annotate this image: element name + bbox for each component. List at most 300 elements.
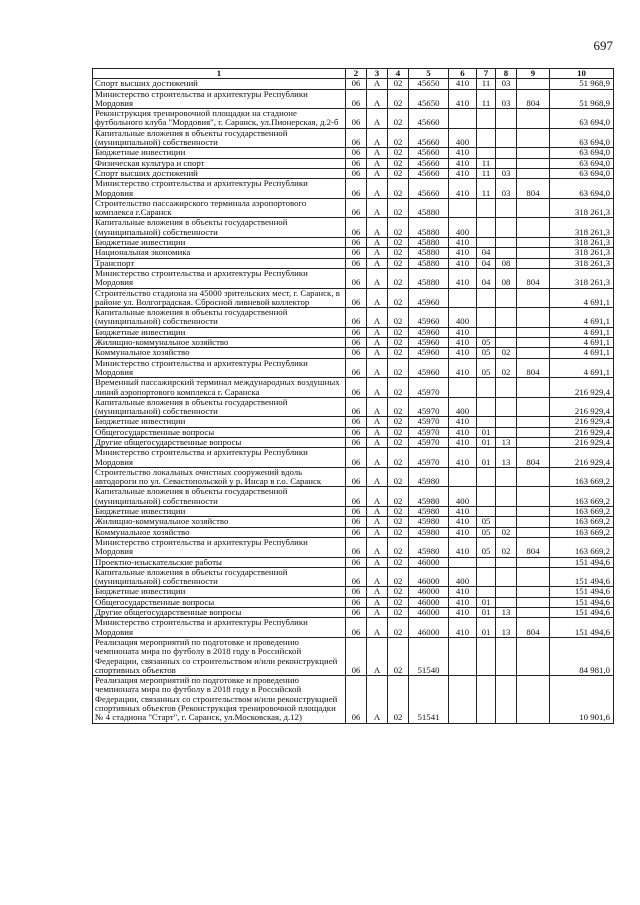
table-row: [93, 358, 614, 378]
code-cell: 01: [477, 427, 496, 437]
code-cell: 45960: [409, 288, 449, 308]
table-row: [93, 258, 614, 268]
code-cell: 410: [449, 327, 477, 337]
row-name: Реализация мероприятий по подготовке и проведению чемпионата мира по футболу в 2018 году в Российской Федерации, связанных со строительством и/или реконструкцией спортивных объектов (Реконструкция тренировочной площадки № 4 стадиона "Старт", г. Саранск, ул.Московская, д.12): [93, 676, 346, 723]
code-cell: 06: [346, 238, 367, 248]
amount-cell: 318 261,3: [550, 218, 614, 238]
code-cell: [496, 427, 517, 437]
table-row: [93, 148, 614, 158]
code-cell: 804: [517, 358, 550, 378]
code-cell: А: [367, 378, 388, 398]
code-cell: [477, 288, 496, 308]
code-cell: [517, 338, 550, 348]
code-cell: 45970: [409, 448, 449, 468]
row-name: Коммунальное хозяйство: [93, 348, 346, 358]
code-cell: 13: [496, 618, 517, 638]
code-cell: [496, 327, 517, 337]
code-cell: 06: [346, 378, 367, 398]
amount-cell: 163 669,2: [550, 507, 614, 517]
table-row: [93, 179, 614, 199]
code-cell: 410: [449, 158, 477, 168]
code-cell: [517, 417, 550, 427]
code-cell: А: [367, 308, 388, 328]
amount-cell: 163 669,2: [550, 467, 614, 487]
code-cell: [449, 676, 477, 723]
code-cell: [517, 467, 550, 487]
code-cell: [517, 637, 550, 675]
code-cell: 45880: [409, 268, 449, 288]
code-cell: [517, 597, 550, 607]
code-cell: 06: [346, 358, 367, 378]
header-cell: 7: [477, 69, 496, 79]
code-cell: 06: [346, 128, 367, 148]
header-cell: 1: [93, 69, 346, 79]
code-cell: 06: [346, 348, 367, 358]
amount-cell: 163 669,2: [550, 527, 614, 537]
code-cell: А: [367, 467, 388, 487]
code-cell: 45980: [409, 507, 449, 517]
header-cell: 9: [517, 69, 550, 79]
row-name: Физическая культура и спорт: [93, 158, 346, 168]
code-cell: [449, 288, 477, 308]
row-name: Общегосударственные вопросы: [93, 427, 346, 437]
code-cell: А: [367, 288, 388, 308]
row-name: Спорт высших достижений: [93, 79, 346, 89]
code-cell: А: [367, 179, 388, 199]
code-cell: [517, 79, 550, 89]
code-cell: 03: [496, 168, 517, 178]
code-cell: 01: [477, 608, 496, 618]
code-cell: 45660: [409, 148, 449, 158]
code-cell: 02: [388, 198, 409, 218]
code-cell: 02: [388, 637, 409, 675]
table-row: [93, 308, 614, 328]
amount-cell: 216 929,4: [550, 437, 614, 447]
row-name: Другие общегосударственные вопросы: [93, 437, 346, 447]
code-cell: 06: [346, 338, 367, 348]
amount-cell: 318 261,3: [550, 268, 614, 288]
code-cell: 06: [346, 618, 367, 638]
row-name: Общегосударственные вопросы: [93, 597, 346, 607]
code-cell: [496, 288, 517, 308]
code-cell: 400: [449, 128, 477, 148]
code-cell: 45650: [409, 89, 449, 109]
amount-cell: 4 691,1: [550, 338, 614, 348]
table-row: [93, 168, 614, 178]
code-cell: 05: [477, 537, 496, 557]
code-cell: А: [367, 417, 388, 427]
code-cell: [449, 198, 477, 218]
amount-cell: 151 494,6: [550, 587, 614, 597]
header-cell: 10: [550, 69, 614, 79]
code-cell: 02: [496, 537, 517, 557]
code-cell: [517, 198, 550, 218]
row-name: Коммунальное хозяйство: [93, 527, 346, 537]
code-cell: 46000: [409, 557, 449, 567]
code-cell: 02: [388, 89, 409, 109]
code-cell: 06: [346, 248, 367, 258]
code-cell: [477, 308, 496, 328]
code-cell: А: [367, 437, 388, 447]
code-cell: 06: [346, 179, 367, 199]
code-cell: 02: [388, 676, 409, 723]
code-cell: [517, 109, 550, 129]
amount-cell: 51 968,9: [550, 89, 614, 109]
code-cell: 01: [477, 618, 496, 638]
code-cell: 45960: [409, 338, 449, 348]
code-cell: 02: [388, 128, 409, 148]
row-name: Транспорт: [93, 258, 346, 268]
code-cell: [477, 128, 496, 148]
code-cell: 804: [517, 618, 550, 638]
code-cell: [496, 308, 517, 328]
code-cell: [496, 128, 517, 148]
code-cell: А: [367, 587, 388, 597]
table-row: [93, 517, 614, 527]
code-cell: [517, 248, 550, 258]
code-cell: А: [367, 618, 388, 638]
code-cell: [477, 487, 496, 507]
code-cell: [477, 467, 496, 487]
table-row: [93, 288, 614, 308]
code-cell: 04: [477, 248, 496, 258]
code-cell: 45960: [409, 308, 449, 328]
code-cell: 02: [388, 288, 409, 308]
code-cell: 06: [346, 507, 367, 517]
row-name: Министерство строительства и архитектуры Республики Мордовия: [93, 268, 346, 288]
code-cell: 45970: [409, 437, 449, 447]
code-cell: 06: [346, 527, 367, 537]
table-row: [93, 448, 614, 468]
code-cell: 04: [477, 268, 496, 288]
row-name: Бюджетные инвестиции: [93, 507, 346, 517]
code-cell: 400: [449, 397, 477, 417]
amount-cell: 318 261,3: [550, 238, 614, 248]
code-cell: [517, 258, 550, 268]
code-cell: 11: [477, 179, 496, 199]
code-cell: 06: [346, 608, 367, 618]
header-cell: 8: [496, 69, 517, 79]
code-cell: А: [367, 348, 388, 358]
code-cell: [517, 527, 550, 537]
code-cell: 400: [449, 308, 477, 328]
code-cell: [517, 327, 550, 337]
code-cell: 02: [388, 448, 409, 468]
code-cell: [477, 557, 496, 567]
amount-cell: 63 694,0: [550, 158, 614, 168]
code-cell: 02: [388, 397, 409, 417]
row-name: Проектно-изыскательские работы: [93, 557, 346, 567]
code-cell: 02: [388, 327, 409, 337]
code-cell: 02: [388, 248, 409, 258]
code-cell: 45880: [409, 198, 449, 218]
row-name: Жилищно-коммунальное хозяйство: [93, 338, 346, 348]
code-cell: [496, 198, 517, 218]
code-cell: 804: [517, 89, 550, 109]
code-cell: 45970: [409, 378, 449, 398]
table-row: [93, 327, 614, 337]
page-number: 697: [593, 38, 613, 53]
code-cell: [449, 557, 477, 567]
amount-cell: 4 691,1: [550, 348, 614, 358]
table-row: [93, 676, 614, 723]
code-cell: [517, 308, 550, 328]
code-cell: 03: [496, 79, 517, 89]
code-cell: 06: [346, 567, 367, 587]
code-cell: 02: [388, 268, 409, 288]
table-row: [93, 597, 614, 607]
code-cell: 06: [346, 198, 367, 218]
code-cell: [496, 397, 517, 417]
header-cell: 5: [409, 69, 449, 79]
code-cell: 05: [477, 348, 496, 358]
code-cell: 02: [388, 258, 409, 268]
code-cell: А: [367, 109, 388, 129]
code-cell: [477, 417, 496, 427]
amount-cell: 4 691,1: [550, 358, 614, 378]
code-cell: 45980: [409, 527, 449, 537]
code-cell: 02: [388, 517, 409, 527]
code-cell: 06: [346, 487, 367, 507]
code-cell: 02: [388, 557, 409, 567]
code-cell: 06: [346, 109, 367, 129]
code-cell: 410: [449, 417, 477, 427]
table-row: [93, 268, 614, 288]
code-cell: 410: [449, 537, 477, 557]
table-row: [93, 427, 614, 437]
code-cell: [496, 676, 517, 723]
code-cell: [477, 397, 496, 417]
table-row: [93, 109, 614, 129]
code-cell: 410: [449, 89, 477, 109]
header-cell: 4: [388, 69, 409, 79]
code-cell: 46000: [409, 567, 449, 587]
code-cell: 410: [449, 437, 477, 447]
code-cell: А: [367, 258, 388, 268]
code-cell: 804: [517, 537, 550, 557]
code-cell: А: [367, 248, 388, 258]
code-cell: 06: [346, 168, 367, 178]
code-cell: 05: [477, 358, 496, 378]
code-cell: 02: [388, 338, 409, 348]
amount-cell: 151 494,6: [550, 567, 614, 587]
code-cell: 02: [388, 597, 409, 607]
code-cell: А: [367, 168, 388, 178]
code-cell: А: [367, 537, 388, 557]
table-row: [93, 527, 614, 537]
code-cell: 02: [388, 238, 409, 248]
amount-cell: 63 694,0: [550, 109, 614, 129]
code-cell: 410: [449, 348, 477, 358]
table-row: [93, 587, 614, 597]
row-name: Министерство строительства и архитектуры Республики Мордовия: [93, 618, 346, 638]
code-cell: А: [367, 597, 388, 607]
code-cell: 06: [346, 467, 367, 487]
code-cell: 410: [449, 597, 477, 607]
code-cell: 13: [496, 437, 517, 447]
amount-cell: 163 669,2: [550, 487, 614, 507]
code-cell: [496, 218, 517, 238]
table-row: [93, 567, 614, 587]
code-cell: А: [367, 198, 388, 218]
code-cell: 03: [496, 179, 517, 199]
table-row: [93, 487, 614, 507]
code-cell: 45660: [409, 168, 449, 178]
row-name: Жилищно-коммунальное хозяйство: [93, 517, 346, 527]
code-cell: 410: [449, 148, 477, 158]
code-cell: 02: [388, 618, 409, 638]
row-name: Капитальные вложения в объекты государственной (муниципальной) собственности: [93, 487, 346, 507]
amount-cell: 63 694,0: [550, 128, 614, 148]
code-cell: 410: [449, 527, 477, 537]
row-name: Министерство строительства и архитектуры Республики Мордовия: [93, 358, 346, 378]
code-cell: 06: [346, 218, 367, 238]
row-name: Строительство пассажирского терминала аэропортового комплекса г.Саранск: [93, 198, 346, 218]
amount-cell: 4 691,1: [550, 308, 614, 328]
code-cell: 06: [346, 258, 367, 268]
code-cell: 11: [477, 89, 496, 109]
row-name: Министерство строительства и архитектуры Республики Мордовия: [93, 89, 346, 109]
row-name: Бюджетные инвестиции: [93, 327, 346, 337]
code-cell: 410: [449, 427, 477, 437]
table-row: [93, 557, 614, 567]
amount-cell: 318 261,3: [550, 258, 614, 268]
code-cell: 02: [388, 148, 409, 158]
code-cell: А: [367, 128, 388, 148]
code-cell: [477, 378, 496, 398]
code-cell: 11: [477, 158, 496, 168]
code-cell: 400: [449, 487, 477, 507]
code-cell: 08: [496, 268, 517, 288]
code-cell: 400: [449, 567, 477, 587]
row-name: Капитальные вложения в объекты государственной (муниципальной) собственности: [93, 218, 346, 238]
code-cell: 51541: [409, 676, 449, 723]
code-cell: 06: [346, 448, 367, 468]
code-cell: 46000: [409, 587, 449, 597]
table-row: [93, 198, 614, 218]
code-cell: А: [367, 507, 388, 517]
table-header-row: [93, 69, 614, 79]
code-cell: 02: [388, 537, 409, 557]
amount-cell: 151 494,6: [550, 618, 614, 638]
code-cell: 410: [449, 507, 477, 517]
code-cell: [496, 507, 517, 517]
code-cell: 45970: [409, 397, 449, 417]
code-cell: 02: [388, 437, 409, 447]
code-cell: 02: [388, 608, 409, 618]
header-cell: 6: [449, 69, 477, 79]
row-name: Капитальные вложения в объекты государственной (муниципальной) собственности: [93, 128, 346, 148]
code-cell: 804: [517, 179, 550, 199]
code-cell: 45650: [409, 79, 449, 89]
code-cell: [496, 148, 517, 158]
table-row: [93, 128, 614, 148]
row-name: Министерство строительства и архитектуры Республики Мордовия: [93, 448, 346, 468]
code-cell: 46000: [409, 608, 449, 618]
code-cell: 06: [346, 517, 367, 527]
row-name: Другие общегосударственные вопросы: [93, 608, 346, 618]
row-name: Реализация мероприятий по подготовке и проведению чемпионата мира по футболу в 2018 году в Российской Федерации, связанных со строительством и/или реконструкцией спортивных объектов: [93, 637, 346, 675]
code-cell: А: [367, 676, 388, 723]
row-name: Бюджетные инвестиции: [93, 587, 346, 597]
code-cell: 45960: [409, 348, 449, 358]
code-cell: [496, 557, 517, 567]
code-cell: 410: [449, 238, 477, 248]
code-cell: 06: [346, 308, 367, 328]
code-cell: 45970: [409, 427, 449, 437]
code-cell: [496, 567, 517, 587]
code-cell: 410: [449, 179, 477, 199]
amount-cell: 151 494,6: [550, 608, 614, 618]
code-cell: 45660: [409, 128, 449, 148]
code-cell: 400: [449, 218, 477, 238]
code-cell: 06: [346, 587, 367, 597]
row-name: Бюджетные инвестиции: [93, 417, 346, 427]
code-cell: 45980: [409, 517, 449, 527]
code-cell: А: [367, 487, 388, 507]
code-cell: 410: [449, 168, 477, 178]
code-cell: 410: [449, 587, 477, 597]
amount-cell: 163 669,2: [550, 537, 614, 557]
amount-cell: 84 981,0: [550, 637, 614, 675]
table-row: [93, 507, 614, 517]
table-row: [93, 397, 614, 417]
code-cell: [496, 467, 517, 487]
code-cell: 06: [346, 327, 367, 337]
code-cell: 410: [449, 79, 477, 89]
code-cell: [517, 487, 550, 507]
code-cell: 410: [449, 258, 477, 268]
code-cell: [517, 158, 550, 168]
table-row: [93, 637, 614, 675]
table-row: [93, 238, 614, 248]
code-cell: 02: [388, 308, 409, 328]
code-cell: 02: [388, 507, 409, 517]
code-cell: 410: [449, 608, 477, 618]
code-cell: 45880: [409, 238, 449, 248]
code-cell: [496, 587, 517, 597]
code-cell: А: [367, 557, 388, 567]
code-cell: А: [367, 327, 388, 337]
amount-cell: 63 694,0: [550, 179, 614, 199]
row-name: Строительство локальных очистных сооружений вдоль автодороги по ул. Севастопольской у р. Инсар в г.о. Саранск: [93, 467, 346, 487]
code-cell: 45960: [409, 327, 449, 337]
code-cell: 02: [388, 378, 409, 398]
row-name: Капитальные вложения в объекты государственной (муниципальной) собственности: [93, 567, 346, 587]
code-cell: 410: [449, 618, 477, 638]
code-cell: 45960: [409, 358, 449, 378]
code-cell: 804: [517, 448, 550, 468]
amount-cell: 151 494,6: [550, 557, 614, 567]
code-cell: [449, 467, 477, 487]
code-cell: А: [367, 637, 388, 675]
code-cell: [496, 109, 517, 129]
code-cell: А: [367, 148, 388, 158]
code-cell: [449, 109, 477, 129]
code-cell: 06: [346, 557, 367, 567]
code-cell: 03: [496, 89, 517, 109]
code-cell: [496, 248, 517, 258]
code-cell: 02: [388, 348, 409, 358]
amount-cell: 51 968,9: [550, 79, 614, 89]
code-cell: 02: [388, 168, 409, 178]
code-cell: [517, 168, 550, 178]
code-cell: 51540: [409, 637, 449, 675]
code-cell: [477, 507, 496, 517]
amount-cell: 151 494,6: [550, 597, 614, 607]
code-cell: 02: [388, 79, 409, 89]
code-cell: [496, 597, 517, 607]
